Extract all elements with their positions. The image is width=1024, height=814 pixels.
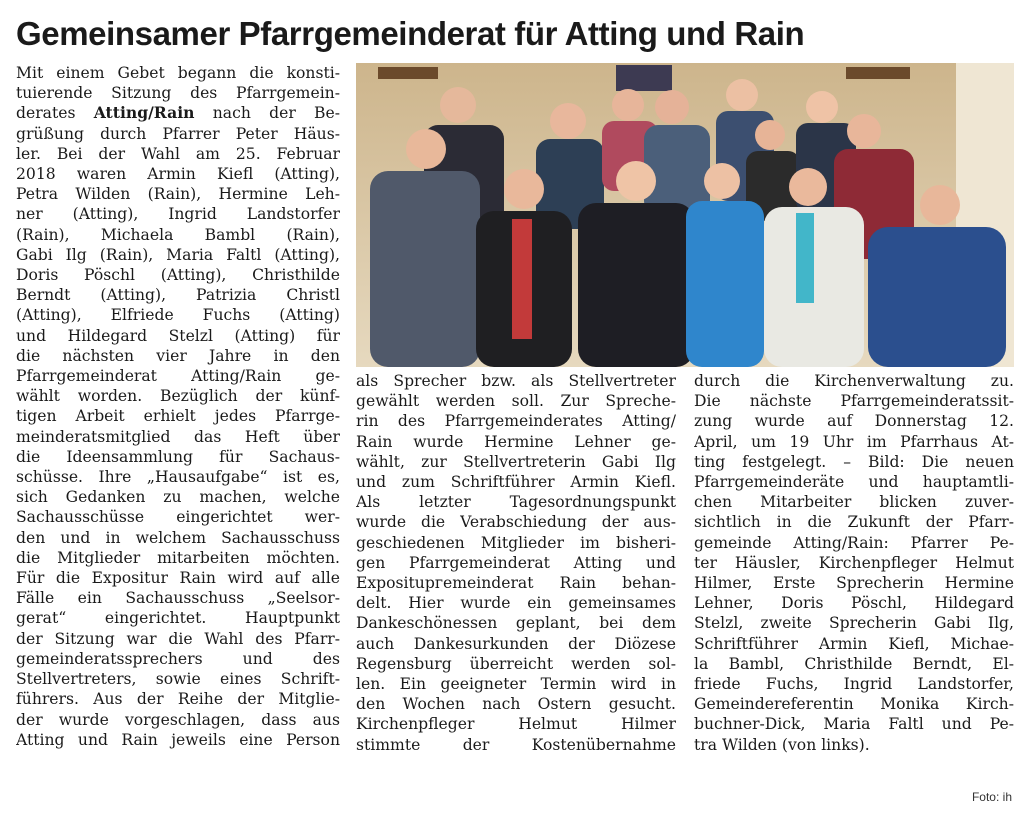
text-line: führers. Aus der Reihe der Mitglie- — [16, 690, 340, 709]
article-headline: Gemeinsamer Pfarrgemeinderat für Atting und Rain — [16, 15, 805, 52]
parish-name-bold: Atting/Rain — [93, 103, 195, 123]
text-line: wurde die Verabschiedung der aus- — [356, 513, 676, 532]
text-line: Exposituргemeinderat Rain behan- — [356, 574, 676, 593]
text-line: wählt worden. Bezüglich der künf- — [16, 387, 340, 406]
article-column-1 — [16, 63, 340, 750]
text-line: die Mitglieder mitarbeiten möchten. — [16, 548, 340, 567]
text-line: Atting und Rain jeweils eine Person — [16, 730, 340, 749]
text-line: Berndt (Atting), Patrizia Christl — [16, 286, 340, 305]
group-photo — [356, 63, 1014, 367]
text-line: Petra Wilden (Rain), Hermine Leh- — [16, 185, 340, 204]
group-photo-illustration — [356, 63, 1014, 367]
text-line: zung wurde auf Donnerstag 12. — [694, 412, 1014, 431]
text-line: Für die Expositur Rain wird auf alle — [16, 569, 340, 588]
text-line: ler. Bei der Wahl am 25. Februar — [16, 144, 340, 163]
text-line: den und in welchem Sachausschuss — [16, 528, 340, 547]
text-line: Hilmer, Erste Sprecherin Hermine — [694, 574, 1014, 593]
text-line: geschiedenen Mitglieder im bisheri- — [356, 533, 676, 552]
text-line: sichtlich in die Zukunft der Pfarr- — [694, 513, 1014, 532]
text-line: der Sitzung war die Wahl des Pfarr- — [16, 629, 340, 648]
text-line: Stelzl, zweite Sprecherin Gabi Ilg, — [694, 614, 1014, 633]
text-line: (Rain), Michaela Bambl (Rain), — [16, 225, 340, 244]
text-line: Pfarrgemeinderat Atting/Rain ge- — [16, 367, 340, 386]
text-line: Als letzter Tagesordnungspunkt — [356, 493, 676, 512]
text-line: tuierende Sitzung des Pfarrgemein- — [16, 84, 340, 103]
text-line: Stellvertreters, sowie eines Schrift- — [16, 670, 340, 689]
text-line: Gabi Ilg (Rain), Maria Faltl (Atting), — [16, 245, 340, 264]
text-line: Mit einem Gebet begann die konsti- — [16, 64, 340, 82]
text-line: den Wochen nach Ostern gesucht. — [356, 695, 676, 714]
text-line: delt. Hier wurde ein gemeinsames — [356, 594, 676, 613]
text-line: Doris Pöschl (Atting), Christhilde — [16, 266, 340, 285]
text-line: ner (Atting), Ingrid Landstorfer — [16, 205, 340, 224]
text-line: die Ideensammlung für Sachaus- — [16, 447, 340, 466]
text-line: der wurde vorgeschlagen, dass aus — [16, 710, 340, 729]
text-line: tra Wilden (von links). — [694, 735, 870, 754]
text-line: chen Mitarbeiter blicken zuver- — [694, 493, 1014, 512]
text-line: gemeinderatssprechers und des — [16, 649, 340, 668]
text-line: gemeinde Atting/Rain: Pfarrer Pe- — [694, 533, 1014, 552]
text-line: Lehner, Doris Pöschl, Hildegard — [694, 594, 1014, 613]
text-line: gen Pfarrgemeinderat Atting und — [356, 553, 676, 572]
text-line: gewählt werden soll. Zur Spreche- — [356, 392, 676, 411]
text-line: Sachausschüsse eingerichtet wer- — [16, 508, 340, 527]
text-line: buchner-Dick, Maria Faltl und Pe- — [694, 715, 1014, 734]
text-line: tigen Arbeit erhielt jedes Pfarrge- — [16, 407, 340, 426]
text-line: (Atting), Elfriede Fuchs (Atting) — [16, 306, 340, 325]
text-line: April, um 19 Uhr im Pfarrhaus At- — [694, 432, 1014, 451]
photo-credit: Foto: ih — [971, 790, 1012, 804]
text-line: Pfarrgemeinderäte und hauptamtli- — [694, 473, 1014, 492]
text-line: durch die Kirchenverwaltung zu. — [694, 372, 1014, 390]
text-line: wählt, zur Stellvertreterin Gabi Ilg — [356, 452, 676, 471]
text-line: gerat“ eingerichtet. Hauptpunkt — [16, 609, 340, 628]
text-line: und Hildegard Stelzl (Atting) für — [16, 326, 340, 345]
text-line: meinderatsmitglied das Heft über — [16, 427, 340, 446]
text-line: Dankeschönessen geplant, bei dem — [356, 614, 676, 633]
text-line: derates Atting/Rain nach der Be- — [16, 103, 340, 123]
article-column-3 — [694, 371, 1014, 755]
text-line: friede Fuchs, Ingrid Landstorfer, — [694, 675, 1014, 694]
text-line: Regensburg überreicht werden sol- — [356, 654, 676, 673]
text-line: ting festgelegt. – Bild: Die neuen — [694, 452, 1014, 471]
text-line: und zum Schriftführer Armin Kiefl. — [356, 473, 676, 492]
text-line: Schriftführer Armin Kiefl, Michae- — [694, 634, 1014, 653]
text-line: Rain wurde Hermine Lehner ge- — [356, 432, 676, 451]
text-line: 2018 waren Armin Kiefl (Atting), — [16, 165, 340, 184]
text-line: ter Häusler, Kirchenpfleger Helmut — [694, 553, 1014, 572]
text-line: Gemeindereferentin Monika Kirch- — [694, 695, 1014, 714]
text-line: sich Gedanken zu machen, welche — [16, 488, 340, 507]
article-column-2 — [356, 371, 676, 755]
text-line: auch Dankesurkunden der Diözese — [356, 634, 676, 653]
text-line: grüßung durch Pfarrer Peter Häus- — [16, 124, 340, 143]
text-line: Die nächste Pfarrgemeinderatssit- — [694, 392, 1014, 411]
text-line: schüsse. Ihre „Hausaufgabe“ ist es, — [16, 468, 340, 487]
text-line: la Bambl, Christhilde Berndt, El- — [694, 654, 1014, 673]
text-line: als Sprecher bzw. als Stellvertreter — [356, 372, 676, 390]
text-line: die nächsten vier Jahre in den — [16, 346, 340, 365]
text-line: stimmte der Kostenübernahme — [356, 735, 676, 754]
text-line: Fälle ein Sachausschuss „Seelsor- — [16, 589, 340, 608]
text-line: len. Ein geeigneter Termin wird in — [356, 675, 676, 694]
text-line: Kirchenpfleger Helmut Hilmer — [356, 715, 676, 734]
text-line: rin des Pfarrgemeinderates Atting/ — [356, 412, 676, 431]
